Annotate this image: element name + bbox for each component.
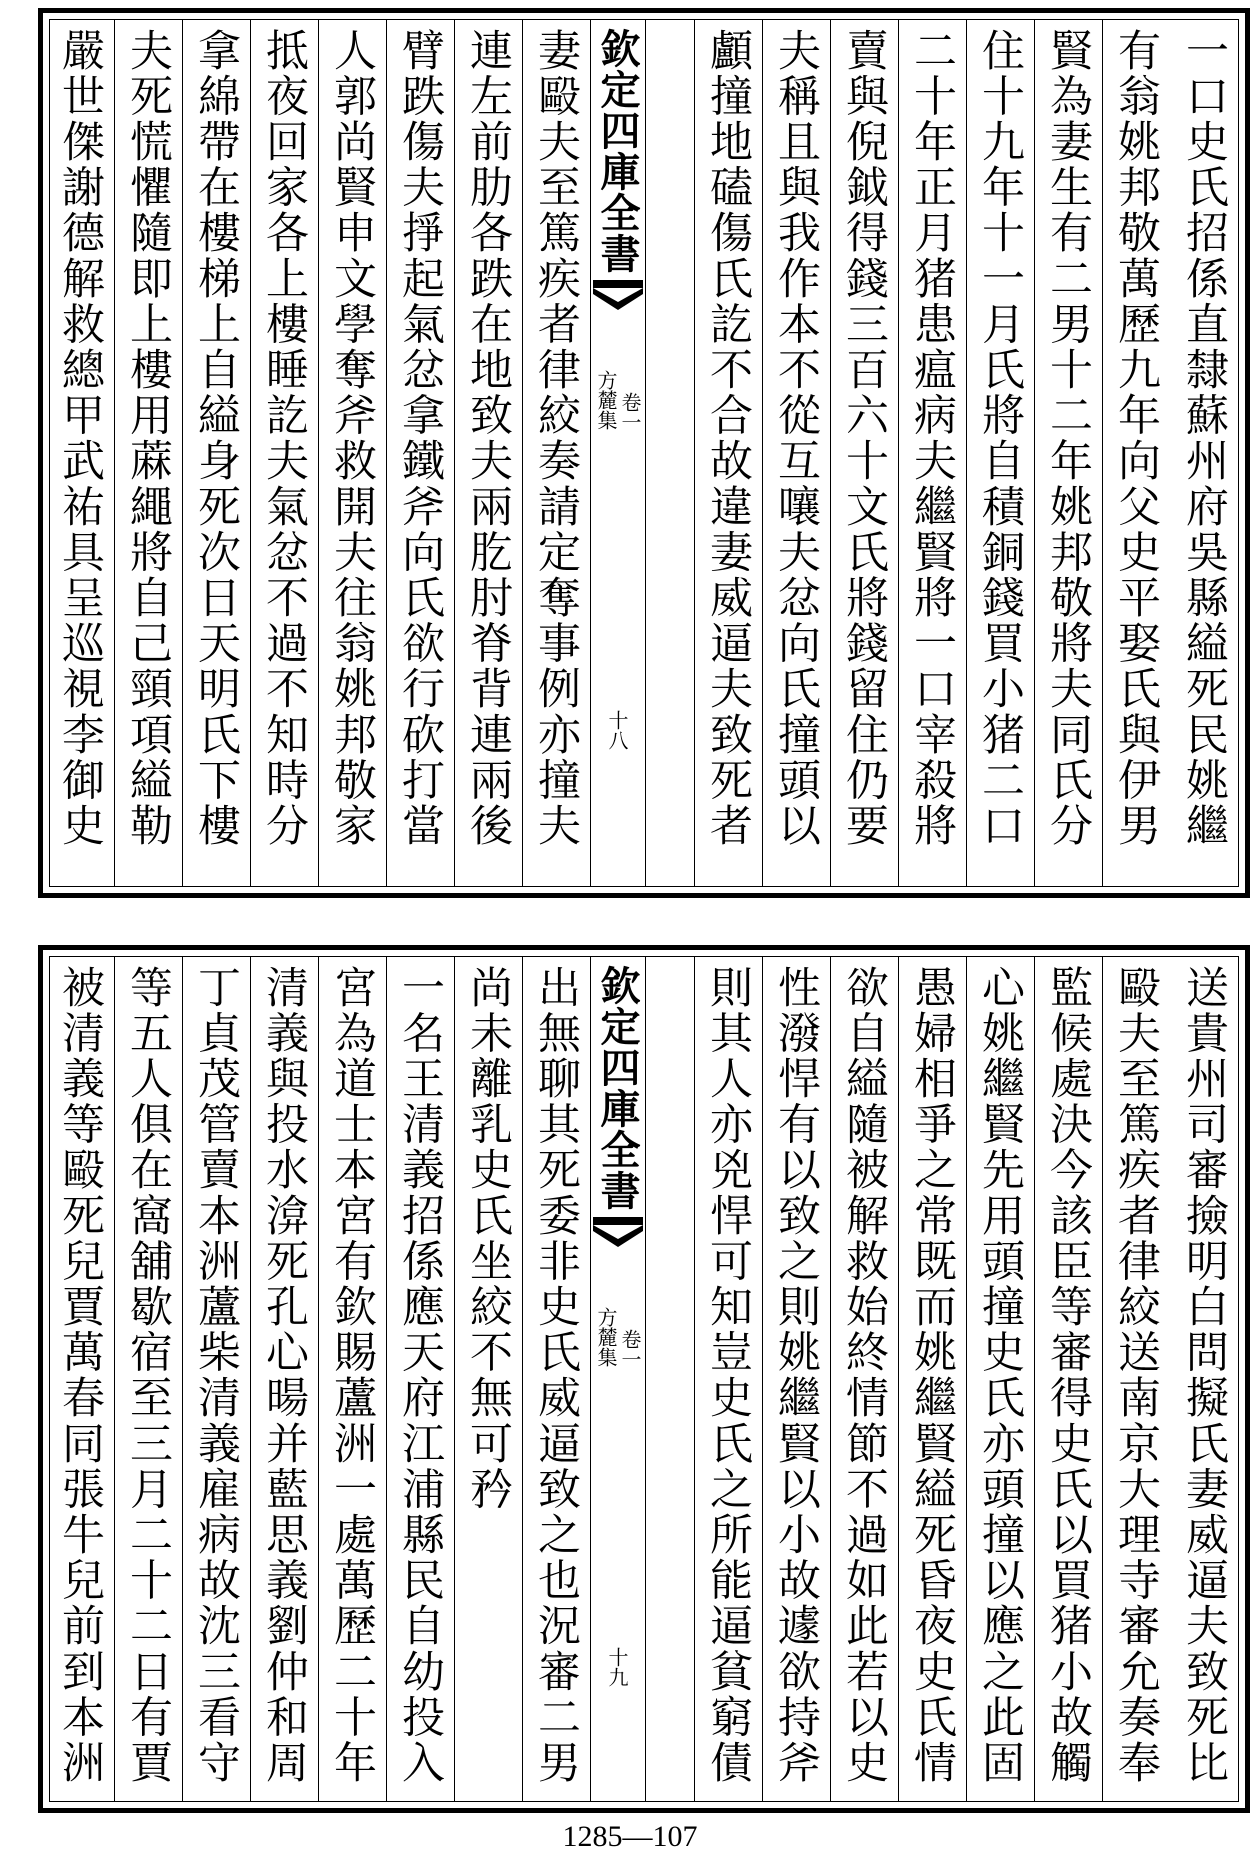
- volume-label: 卷一: [618, 392, 642, 432]
- text-column: [898, 20, 966, 886]
- text-column: [250, 957, 318, 1801]
- column-text: 嚴世傑謝德解救總甲武祐具呈巡視李御史: [55, 28, 105, 849]
- text-column: [522, 20, 590, 886]
- column-text: 丁貞茂管賣本洲蘆柴清義雇病故沈三看守: [191, 965, 241, 1786]
- column-text: 夫稱且與我作本不從互嚷夫忿向氏撞頭以: [771, 28, 821, 849]
- column-text: 夫死慌懼隨即上樓用蔴繩將自己頸項縊勒: [123, 28, 173, 849]
- column-text: 則其人亦兇悍可知豈史氏之所能逼貧窮債: [703, 965, 753, 1786]
- text-column: [1034, 957, 1102, 1801]
- text-column: [830, 957, 898, 1801]
- text-column: [114, 20, 182, 886]
- fishtail-mark-icon: [591, 1215, 645, 1257]
- column-text: 尚未離乳史氏坐絞不無可矜: [463, 965, 513, 1513]
- column-text: 住十九年十一月氏將自積銅錢買小猪二口: [975, 28, 1025, 849]
- column-text: 心姚繼賢先用頭撞史氏亦頭撞以應之此固: [975, 965, 1025, 1786]
- column-text: 一口史氏招係直隸蘇州府吳縣縊死民姚繼: [1179, 28, 1229, 849]
- center-fold-column: [590, 20, 646, 886]
- column-text: 有翁姚邦敬萬歷九年向父史平娶氏與伊男: [1111, 28, 1161, 849]
- top-page-panel: [38, 8, 1250, 898]
- text-column: [114, 957, 182, 1801]
- text-column: [966, 957, 1034, 1801]
- top-page-frame: [49, 19, 1239, 887]
- leaf-number: 十八: [605, 710, 629, 750]
- text-column: [966, 20, 1034, 886]
- text-column: [454, 957, 522, 1801]
- column-text: 妻毆夫至篤疾者律絞奏請定奪事例亦撞夫: [531, 28, 581, 849]
- series-title: 欽定四庫全書: [594, 965, 641, 1211]
- column-text: 賢為妻生有二男十二年姚邦敬將夫同氏分: [1043, 28, 1093, 849]
- text-column: [1170, 20, 1238, 886]
- text-column: [50, 20, 114, 886]
- text-column: [386, 20, 454, 886]
- text-column: [1170, 957, 1238, 1801]
- text-column: [694, 957, 762, 1801]
- text-column: [694, 20, 762, 886]
- series-title: 欽定四庫全書: [594, 28, 641, 274]
- center-fold-column: [590, 957, 646, 1801]
- book-title: 方麓集: [594, 370, 618, 430]
- volume-label: 卷一: [618, 1329, 642, 1369]
- text-column: [50, 957, 114, 1801]
- text-column: [182, 957, 250, 1801]
- text-column: [830, 20, 898, 886]
- page-code: 1285—107: [562, 1820, 698, 1853]
- text-column: [762, 20, 830, 886]
- column-text: 賣與倪鉞得錢三百六十文氏將錢留住仍要: [839, 28, 889, 849]
- column-text: 等五人俱在窩舖歇宿至三月二十二日有賈: [123, 965, 173, 1786]
- column-text: 抵夜回家各上樓睡訖夫氣忿不過不知時分: [259, 28, 309, 849]
- column-text: 拿綿帶在樓梯上自縊身死次日天明氏下樓: [191, 28, 241, 849]
- text-column: [182, 20, 250, 886]
- column-text: 顱撞地磕傷氏訖不合故違妻威逼夫致死者: [703, 28, 753, 849]
- column-text: 宮為道士本宮有欽賜蘆洲一處萬歷二十年: [327, 965, 377, 1786]
- text-column: [386, 957, 454, 1801]
- leaf-number: 十九: [605, 1647, 629, 1687]
- column-text: 出無聊其死委非史氏威逼致之也況審二男: [531, 965, 581, 1786]
- bottom-page-frame: [49, 956, 1239, 1802]
- text-column: [898, 957, 966, 1801]
- text-column: [1102, 20, 1170, 886]
- column-text: 二十年正月猪患瘟病夫繼賢將一口宰殺將: [907, 28, 957, 849]
- column-text: 臂跌傷夫掙起氣忿拿鐵斧向氏欲行砍打當: [395, 28, 445, 849]
- text-column: [522, 957, 590, 1801]
- text-column: [250, 20, 318, 886]
- column-text: 性潑悍有以致之則姚繼賢以小故遽欲持斧: [771, 965, 821, 1786]
- fishtail-mark-icon: [591, 278, 645, 320]
- column-text: 欲自縊隨被解救始終情節不過如此若以史: [839, 965, 889, 1786]
- column-text: 愚婦相爭之常既而姚繼賢縊死昏夜史氏情: [907, 965, 957, 1786]
- column-text: 人郭尚賢申文學奪斧救開夫往翁姚邦敬家: [327, 28, 377, 849]
- text-column: [454, 20, 522, 886]
- column-text: 送貴州司審撿明白問擬氏妻威逼夫致死比: [1179, 965, 1229, 1786]
- column-text: 毆夫至篤疾者律絞送南京大理寺審允奏奉: [1111, 965, 1161, 1786]
- column-text: 監候處決今該臣等審得史氏以買猪小故觸: [1043, 965, 1093, 1786]
- text-column: [1102, 957, 1170, 1801]
- column-text: 被清義等毆死兒賈萬春同張牛兒前到本洲: [55, 965, 105, 1786]
- text-column: [318, 20, 386, 886]
- text-column: [762, 957, 830, 1801]
- text-column: [318, 957, 386, 1801]
- book-title: 方麓集: [594, 1307, 618, 1367]
- column-text: 連左前肋各跌在地致夫兩肐肘脊背連兩後: [463, 28, 513, 849]
- text-column: [1034, 20, 1102, 886]
- bottom-page-panel: [38, 945, 1250, 1813]
- column-text: 清義與投水渰死孔心暘并藍思義劉仲和周: [259, 965, 309, 1786]
- column-text: 一名王清義招係應天府江浦縣民自幼投入: [395, 965, 445, 1786]
